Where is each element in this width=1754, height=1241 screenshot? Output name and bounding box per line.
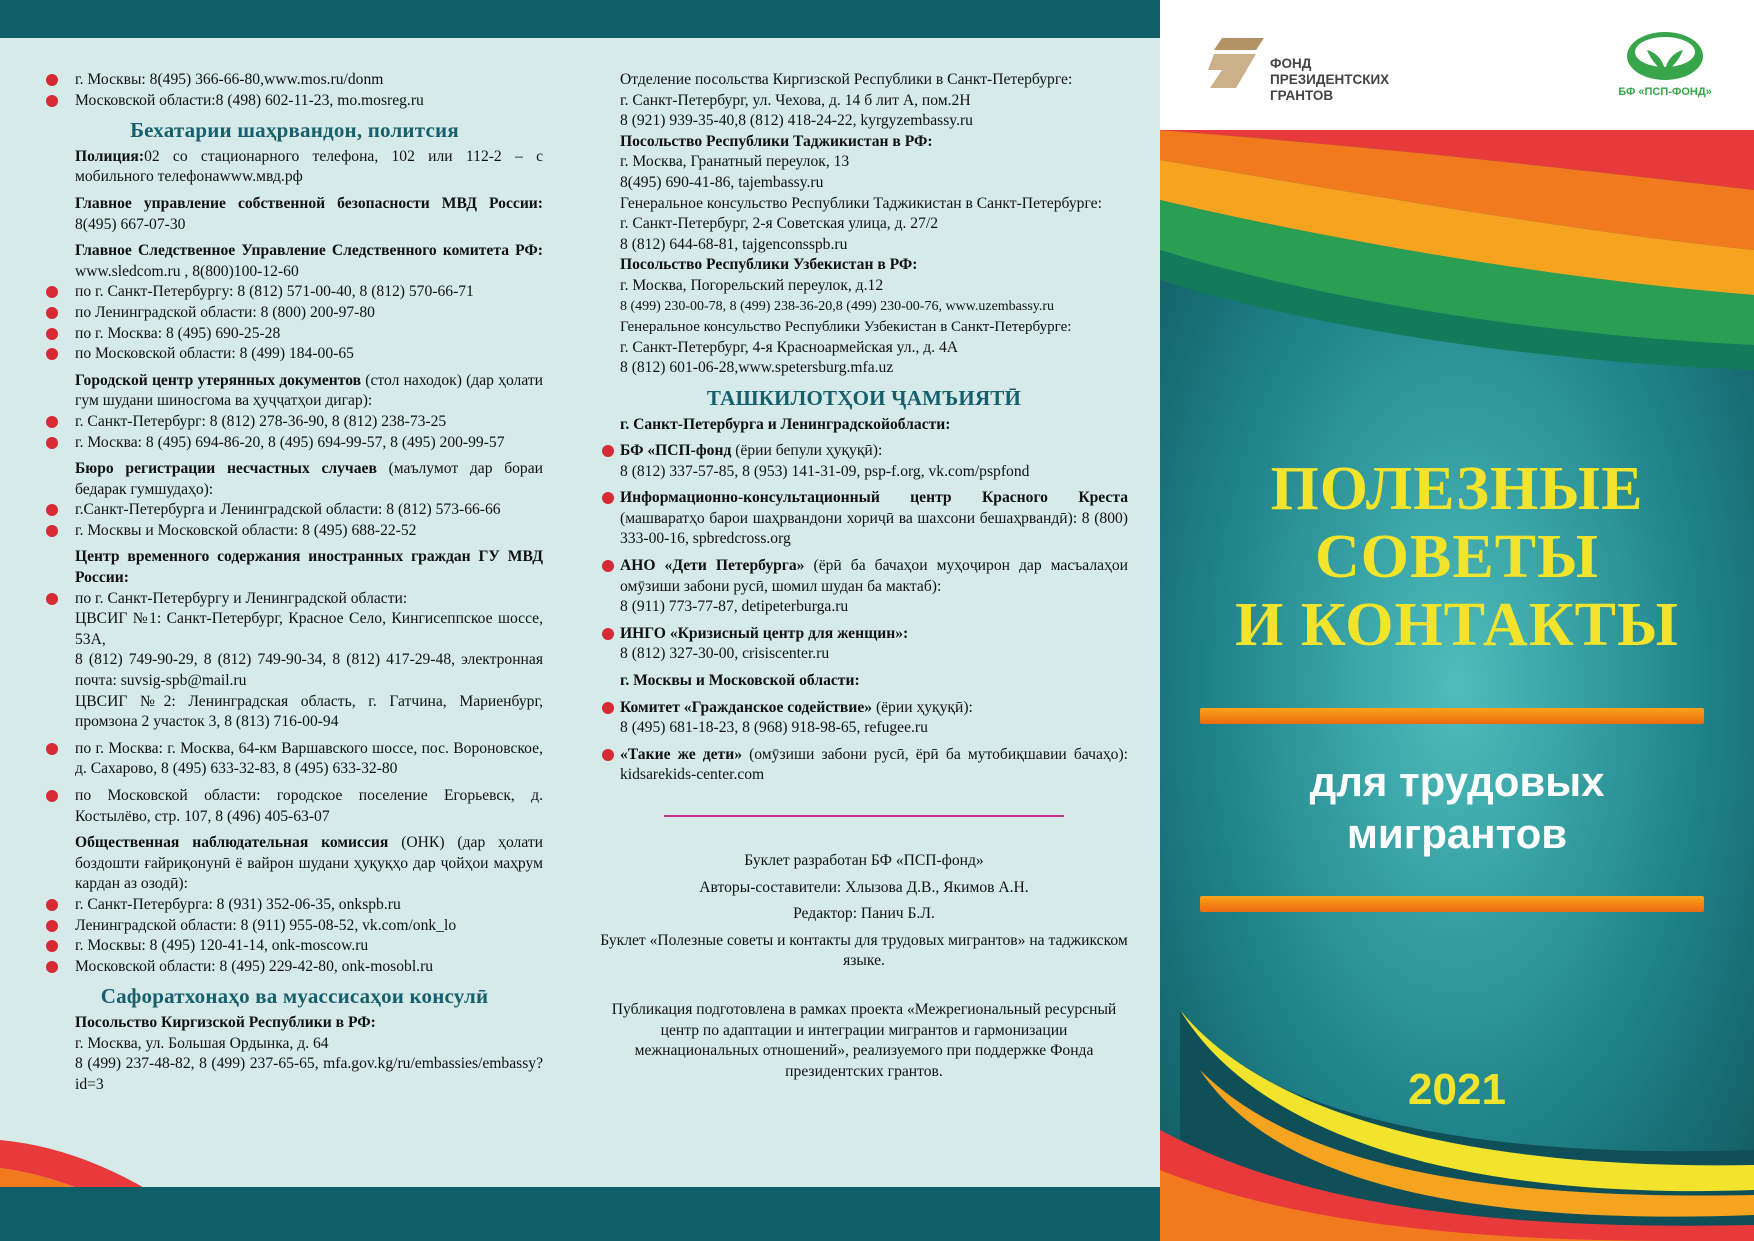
logo-text-line: ГРАНТОВ xyxy=(1270,88,1334,103)
list-item: Посольство Киргизской Республики в РФ: xyxy=(75,1013,376,1031)
credit-line: Публикация подготовлена в рамках проекта «Межрегиональный ресурсный центр по адаптации и интеграции мигрантов и гармонизации межнациональных отношений», реализуемого при поддержке Фонда президентских грантов. xyxy=(611,1000,1117,1080)
orange-bar-top xyxy=(1200,708,1704,724)
list-item: 8 (921) 939-35-40,8 (812) 418-24-22, kyrgyzembassy.ru xyxy=(620,112,973,130)
list-item: АНО «Дети Петербурга» (ёрӣ ба бачаҳои муҳоҷирон дар масъалаҳои омӯзиши забони русӣ, шомил шудан ба мактаб): xyxy=(600,556,1128,597)
presidential-grants-logo xyxy=(1208,36,1428,106)
list-item: 8 (812) 644-68-81, tajgenconsspb.ru xyxy=(620,235,848,253)
list-item: Посольство Республики Узбекистан в РФ: xyxy=(620,256,918,274)
cover-title-line: И КОНТАКТЫ xyxy=(1235,591,1679,659)
logo-text-line: ПРЕЗИДЕНТСКИХ xyxy=(1270,72,1390,87)
list-item: ИНГО «Кризисный центр для женщин»: xyxy=(600,624,1128,645)
bottom-band xyxy=(0,1187,1160,1241)
list-item: Посольство Республики Таджикистан в РФ: xyxy=(620,132,933,150)
list-item: г. Москва: 8 (495) 694-86-20, 8 (495) 694-99-57, 8 (495) 200-99-57 xyxy=(46,433,543,454)
psp-fond-logo-text: БФ «ПСП-ФОНД» xyxy=(1618,86,1712,98)
divider xyxy=(664,815,1064,817)
list-item: Информационно-консультационный центр Красного Креста (машваратҳо барои шаҳрвандони хориҷӣ ва шахсони бешаҳрвандӣ): 8 (800) 333-00-16, spbredcross.org xyxy=(600,488,1128,550)
cover-subtitle-line: для трудовых xyxy=(1309,758,1605,805)
cover-title xyxy=(1160,455,1754,659)
credit-line: Буклет разработан БФ «ПСП-фонд» xyxy=(744,852,984,869)
list-item: г. Санкт-Петербург, 4-я Красноармейская ул., д. 4А xyxy=(620,338,959,356)
list-item: Генеральное консульство Республики Узбекистан в Санкт-Петербурге: xyxy=(620,319,1072,336)
list-item: 8 (499) 237-48-82, 8 (499) 237-65-65, mfa.gov.kg/ru/embassies/embassy?id=3 xyxy=(75,1055,543,1093)
list-item: 8 (911) 773-77-87, detipeterburga.ru xyxy=(620,598,849,616)
list-item: ЦВСИГ №2: Ленинградская область, г. Гатчина, Мариенбург, промзона 2 участок 3, 8 (813) 716-00-94 xyxy=(75,692,543,731)
list-item: 8 (499) 230-00-78, 8 (499) 238-36-20,8 (499) 230-00-76, www.uzembassy.ru xyxy=(620,298,1055,314)
list-item: г. Санкт-Петербург: 8 (812) 278-36-90, 8 (812) 238-73-25 xyxy=(46,412,543,433)
cover-subtitle-line: мигрантов xyxy=(1346,810,1568,857)
list-item: Полиция:02 со стационарного телефона, 102 или 112-2 – с мобильного телефонаwww.мвд.рф xyxy=(75,147,543,186)
column-1 xyxy=(46,70,543,1095)
logo-bar xyxy=(1160,0,1754,130)
cover-subtitle xyxy=(1160,756,1754,860)
list-item: г. Санкт-Петербург, 2-я Советская улица, д. 27/2 xyxy=(620,215,939,233)
list-item: г.Санкт-Петербурга и Ленинградской области: 8 (812) 573-66-66 xyxy=(46,500,543,521)
list-item: Центр временного содержания иностранных граждан ГУ МВД России: xyxy=(75,548,543,587)
credits xyxy=(600,851,1128,1082)
cover-panel xyxy=(1160,0,1754,1241)
list-item: по Ленинградской области: 8 (800) 200-97-80 xyxy=(46,303,543,324)
list-item: 8 (812) 337-57-85, 8 (953) 141-31-09, psp-f.org, vk.com/pspfond xyxy=(620,462,1030,480)
list-item: г. Москвы и Московской области: xyxy=(620,672,860,690)
list-item: Бюро регистрации несчастных случаев (маълумот дар бораи бедарак гумшудаҳо): xyxy=(75,460,543,498)
list-item: г. Москвы: 8 (495) 120-41-14, onk-moscow.ru xyxy=(46,936,543,957)
column-2 xyxy=(600,70,1128,1088)
list-item: г. Москвы и Московской области: 8 (495) 688-22-52 xyxy=(46,521,543,542)
credit-line: Редактор: Панич Б.Л. xyxy=(793,905,935,923)
list-item: по Московской области: городское поселение Егорьевск, д. Костылёво, стр. 107, 8 (496) 405-63-07 xyxy=(46,786,543,827)
list-item: по г. Москва: г. Москва, 64-км Варшавского шоссе, пос. Вороновское, д. Сахарово, 8 (495) 633-32-83, 8 (495) 633-32-80 xyxy=(46,739,543,780)
list-item: Главное управление собственной безопасности МВД России: 8(495) 667-07-30 xyxy=(75,194,543,233)
list-item: по г. Санкт-Петербургу: 8 (812) 571-00-40, 8 (812) 570-66-71 xyxy=(46,282,543,303)
credit-line: Буклет «Полезные советы и контакты для трудовых мигрантов» на таджикском языке. xyxy=(600,931,1128,970)
grants-emblem-icon xyxy=(1208,36,1266,90)
cover-title-line: ПОЛЕЗНЫЕ xyxy=(1270,455,1644,523)
list-item: г. Москва, Погорельский переулок, д.12 xyxy=(620,276,884,294)
list-item: г. Москва, Гранатный переулок, 13 xyxy=(620,153,850,171)
list-item: БФ «ПСП-фонд (ёрии бепули ҳуқуқӣ): xyxy=(600,441,1128,462)
cover-title-line: СОВЕТЫ xyxy=(1315,523,1599,591)
list-item: 8 (495) 681-18-23, 8 (968) 918-98-65, refugee.ru xyxy=(620,719,928,737)
section-heading-police: Бехатарии шаҳрвандон, политсия xyxy=(130,118,459,143)
list-item: Отделение посольства Киргизской Республики в Санкт-Петербурге: xyxy=(620,71,1073,88)
list-item: г. Санкт-Петербурга и Ленинградскойобласти: xyxy=(620,415,951,433)
list-item: по г. Москва: 8 (495) 690-25-28 xyxy=(46,324,543,345)
list-item: г. Москвы: 8(495) 366-66-80,www.mos.ru/donm xyxy=(46,70,543,91)
list-item: Московской области:8 (498) 602-11-23, mo.mosreg.ru xyxy=(46,91,543,112)
list-item: Московской области: 8 (495) 229-42-80, onk-mosobl.ru xyxy=(46,957,543,978)
list-item: г. Москва, ул. Большая Ордынка, д. 64 xyxy=(75,1034,329,1052)
list-item: Городской центр утерянных документов (стол находок) (дар ҳолати гум шудани шиносгома ва ҳуҷҷатҳои дигар): xyxy=(75,371,543,410)
list-item: Общественная наблюдательная комиссия (ОНК) (дар ҳолати боздошти ғайриқонунӣ ё вайрон шудани ҳуқуқҳо дар ҷойҳои маҳрум кардан аз озодӣ): xyxy=(75,834,543,893)
list-item: «Такие же дети» (омӯзиши забони русӣ, ёрӣ ба мутобиқшавии бачаҳо): kidsarekids-center.com xyxy=(600,745,1128,786)
section-heading-embassies: Сафоратхонаҳо ва муассисаҳои консулӣ xyxy=(100,984,489,1009)
orange-bar-bottom xyxy=(1200,896,1704,912)
list-item: г. Санкт-Петербург, ул. Чехова, д. 14 б лит А, пом.2Н xyxy=(620,91,971,109)
credit-line: Авторы-составители: Хлызова Д.В., Якимов А.Н. xyxy=(699,878,1029,896)
list-item: по Московской области: 8 (499) 184-00-65 xyxy=(46,344,543,365)
section-heading-ngos: ТАШКИЛОТҲОИ ҶАМЪИЯТӢ xyxy=(706,385,1022,410)
list-item: 8 (812) 601-06-28,www.spetersburg.mfa.uz xyxy=(620,359,894,377)
cover-year: 2021 xyxy=(1408,1065,1506,1114)
psp-fond-logo xyxy=(1600,30,1730,110)
list-item: Ленинградской области: 8 (911) 955-08-52, vk.com/onk_lo xyxy=(46,916,543,937)
list-item: 8 (812) 327-30-00, crisiscenter.ru xyxy=(620,645,830,663)
list-item: г. Санкт-Петербурга: 8 (931) 352-06-35, onkspb.ru xyxy=(46,895,543,916)
list-item: Главное Следственное Управление Следственного комитета РФ: www.sledcom.ru , 8(800)100-12-60 xyxy=(75,242,543,280)
list-item: Генеральное консульство Республики Таджикистан в Санкт-Петербурге: xyxy=(620,194,1102,212)
list-item: 8 (812) 749-90-29, 8 (812) 749-90-34, 8 (812) 417-29-48, электронная почта: suvsig-spb@mail.ru xyxy=(75,651,543,690)
list-item: по г. Санкт-Петербургу и Ленинградской области: xyxy=(46,589,543,610)
logo-text-line: ФОНД xyxy=(1270,56,1312,71)
list-item: Комитет «Гражданское содействие» (ёрии ҳуқуқӣ): xyxy=(600,698,1128,719)
list-item: 8(495) 690-41-86, tajembassy.ru xyxy=(620,173,824,191)
top-band xyxy=(0,0,1160,38)
list-item: ЦВСИГ №1: Санкт-Петербург, Красное Село, Кингисеппское шоссе, 53А, xyxy=(75,610,543,648)
sprout-icon xyxy=(1625,30,1705,82)
